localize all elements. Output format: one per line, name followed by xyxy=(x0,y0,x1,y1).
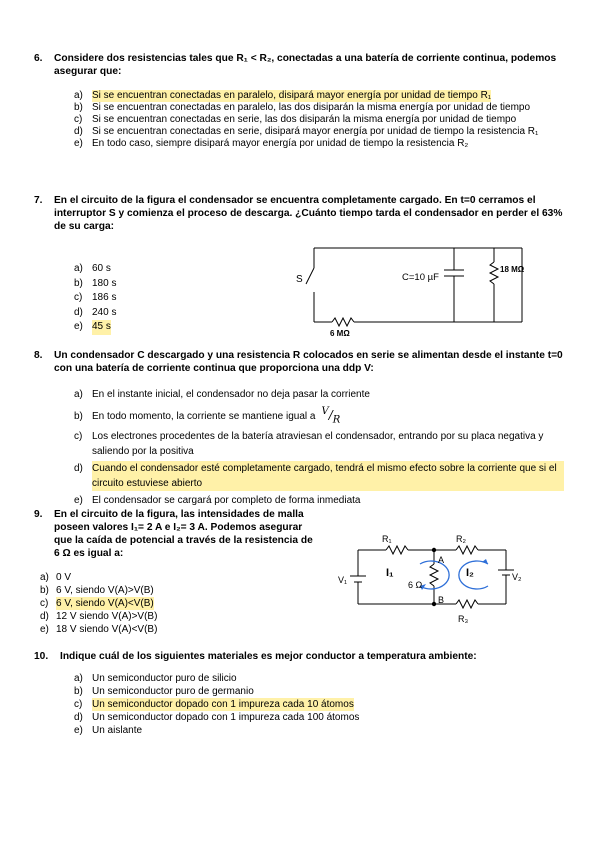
option-text: En todo momento, la corriente se mantiene igual a xyxy=(92,411,316,423)
i1-label: I₁ xyxy=(386,567,394,579)
resistor-bottom xyxy=(332,318,354,326)
option-text: Un aislante xyxy=(92,725,143,736)
capacitor-label: C=10 µF xyxy=(402,272,439,283)
node-b xyxy=(432,602,436,606)
option-text: Un semiconductor puro de germanio xyxy=(92,686,254,697)
rc-discharge-circuit xyxy=(290,240,550,340)
option-b[interactable] xyxy=(40,584,157,597)
v2-label: V₂ xyxy=(512,572,522,582)
option-c[interactable] xyxy=(40,597,157,610)
option-text: 0 V xyxy=(56,572,72,583)
i2-label: I₂ xyxy=(466,567,474,579)
option-d[interactable] xyxy=(74,461,564,491)
option-a[interactable] xyxy=(74,262,116,277)
option-letter: b) xyxy=(74,277,83,289)
option-letter: a) xyxy=(40,572,49,583)
option-letter: d) xyxy=(40,611,49,622)
option-text: Un semiconductor puro de silicio xyxy=(92,673,237,684)
option-text: El condensador se cargará por completo de forma inmediata xyxy=(92,495,361,507)
option-text: Un semiconductor dopado con 1 impureza cada 100 átomos xyxy=(92,712,360,723)
option-letter: b) xyxy=(74,686,83,697)
option-letter: a) xyxy=(74,673,83,684)
question-10 xyxy=(34,650,564,737)
option-e[interactable] xyxy=(74,493,564,508)
two-mesh-circuit xyxy=(338,530,538,630)
option-letter: e) xyxy=(40,624,49,635)
question-stem: En el circuito de la figura, las intensidades de malla poseen valores I₁= 2 A e I₂= 3 A. Podemos asegurar que la caída de potencial a través de la resistencia de 6 Ω es igual a: xyxy=(54,509,313,559)
question-number: 6. xyxy=(34,53,43,64)
r2-label: R₂ xyxy=(456,534,466,544)
option-letter: b) xyxy=(40,585,49,596)
v1-label: V₁ xyxy=(338,575,348,585)
option-d[interactable] xyxy=(74,711,564,724)
option-letter: d) xyxy=(74,463,83,475)
resistor-6ohm xyxy=(430,564,438,586)
question-number: 9. xyxy=(34,509,43,520)
option-b[interactable] xyxy=(74,685,564,698)
option-text: En todo caso, siempre disipará mayor energía por unidad de tiempo la resistencia R₂ xyxy=(92,138,469,149)
question-6 xyxy=(34,52,564,150)
option-b[interactable] xyxy=(74,405,564,428)
switch xyxy=(306,268,314,284)
option-c[interactable] xyxy=(74,114,564,126)
node-a xyxy=(432,548,436,552)
resistor-6ohm-label: 6 Ω xyxy=(408,580,423,590)
r3-label: R₃ xyxy=(458,614,469,624)
option-text: Si se encuentran conectadas en serie, disipará mayor energía por unidad de tiempo la resistencia R₁ xyxy=(92,126,539,137)
option-text: 45 s xyxy=(92,320,111,335)
option-text: Los electrones procedentes de la batería atraviesan el condensador, entrando por su placa negativa y saliendo por la positiva xyxy=(92,431,544,458)
question-7-options xyxy=(74,262,116,335)
option-c[interactable] xyxy=(74,291,116,306)
option-letter: a) xyxy=(74,389,83,400)
question-number: 7. xyxy=(34,195,43,206)
option-letter: a) xyxy=(74,90,83,101)
option-text: Si se encuentran conectadas en paralelo, las dos disiparán la misma energía por unidad de tiempo xyxy=(92,102,531,113)
option-letter: c) xyxy=(74,114,83,125)
option-c[interactable] xyxy=(74,698,564,711)
v-over-r-fraction: $^V/_R$ xyxy=(321,406,341,426)
option-c[interactable] xyxy=(74,429,564,459)
option-letter: e) xyxy=(74,321,83,332)
option-letter: a) xyxy=(74,263,83,274)
option-e[interactable] xyxy=(74,724,564,737)
option-text: 186 s xyxy=(92,292,117,303)
question-number: 8. xyxy=(34,350,43,361)
option-text: 6 V, siendo V(A)>V(B) xyxy=(56,585,154,596)
option-e[interactable] xyxy=(40,623,157,636)
question-7 xyxy=(34,194,564,233)
option-b[interactable] xyxy=(74,102,564,114)
option-letter: d) xyxy=(74,126,83,137)
option-letter: c) xyxy=(40,598,49,609)
option-text: 6 V, siendo V(A)<V(B) xyxy=(56,598,154,609)
resistor-bottom-label: 6 MΩ xyxy=(330,329,350,338)
option-letter: b) xyxy=(74,102,83,113)
question-9 xyxy=(34,508,314,560)
r1-label: R₁ xyxy=(382,534,392,544)
option-a[interactable] xyxy=(74,90,564,102)
option-e[interactable] xyxy=(74,138,564,150)
resistor-r2 xyxy=(456,546,478,554)
option-letter: d) xyxy=(74,712,83,723)
option-letter: c) xyxy=(74,699,83,710)
option-letter: e) xyxy=(74,725,83,736)
option-letter: c) xyxy=(74,292,83,303)
option-letter: b) xyxy=(74,411,83,423)
resistor-right-label: 18 MΩ xyxy=(500,265,525,274)
option-a[interactable] xyxy=(74,672,564,685)
option-d[interactable] xyxy=(74,126,564,138)
question-9-options xyxy=(40,571,157,636)
option-text: 12 V siendo V(A)>V(B) xyxy=(56,611,158,622)
option-letter: e) xyxy=(74,495,83,507)
question-number: 10. xyxy=(34,651,49,662)
option-e[interactable] xyxy=(74,320,116,335)
option-letter: c) xyxy=(74,431,83,443)
resistor-r3 xyxy=(456,600,478,608)
option-b[interactable] xyxy=(74,277,116,292)
option-text: 18 V siendo V(A)<V(B) xyxy=(56,624,158,635)
node-b-label: B xyxy=(438,595,445,605)
option-text: En el instante inicial, el condensador no deja pasar la corriente xyxy=(92,389,370,400)
option-text: 240 s xyxy=(92,306,117,318)
option-text: Un semiconductor dopado con 1 impureza cada 10 átomos xyxy=(92,699,354,710)
option-letter: d) xyxy=(74,306,83,318)
switch-label: S xyxy=(296,274,303,285)
question-8 xyxy=(34,349,564,508)
option-a[interactable] xyxy=(74,387,564,402)
resistor-right xyxy=(490,262,498,284)
question-stem: Un condensador C descargado y una resistencia R colocados en serie se alimentan desde el instante t=0 con una batería de corriente continua que proporciona una ddp V: xyxy=(54,350,563,374)
option-d[interactable] xyxy=(40,610,157,623)
question-stem: Indique cuál de los siguientes materiales es mejor conductor a temperatura ambiente: xyxy=(60,651,477,662)
option-text: Cuando el condensador esté completamente cargado, tendrá el mismo efecto sobre la corriente que si el circuito estuviese abierto xyxy=(92,461,564,491)
option-letter: e) xyxy=(74,138,83,149)
option-text: 60 s xyxy=(92,263,111,274)
resistor-r1 xyxy=(386,546,408,554)
option-text: Si se encuentran conectadas en paralelo, disipará mayor energía por unidad de tiempo R₁ xyxy=(92,90,492,101)
option-a[interactable] xyxy=(40,571,157,584)
node-a-label: A xyxy=(438,555,445,565)
option-text: Si se encuentran conectadas en serie, las dos disiparán la misma energía por unidad de tiempo xyxy=(92,114,517,125)
option-d[interactable] xyxy=(74,306,116,321)
option-text: 180 s xyxy=(92,277,117,289)
question-stem: En el circuito de la figura el condensador se encuentra completamente cargado. En t=0 cerramos el interruptor S y comienza el proceso de descarga. ¿Cuánto tiempo tarda el condensador en perder el 63% de su carga: xyxy=(54,195,563,232)
question-stem: Considere dos resistencias tales que R₁ < R₂, conectadas a una batería de corriente continua, podemos asegurar que: xyxy=(54,53,557,77)
